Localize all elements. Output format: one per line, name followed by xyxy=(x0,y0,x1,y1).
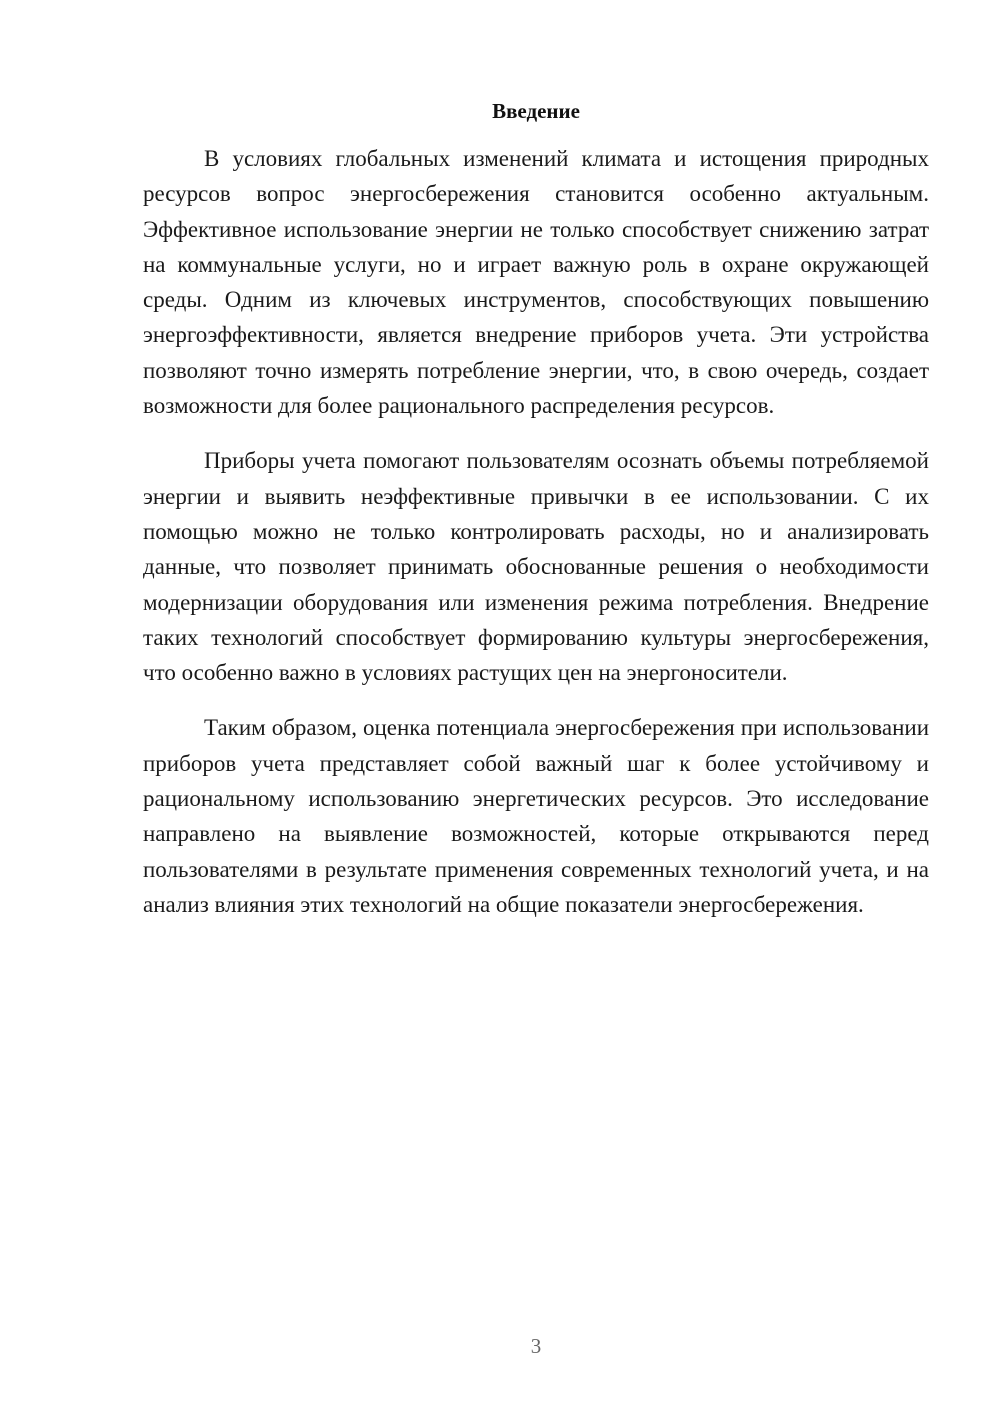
page-number: 3 xyxy=(530,1334,542,1358)
paragraph-2: Приборы учета помогают пользователям осознать объемы потребляемой энергии и выявить неэффективные привычки в ее использовании. С их помощью можно не только контролировать расходы, но и анализировать данные, что позволяет принимать обоснованные решения о необходимости модернизации оборудования или изменения режима потребления. Внедрение таких технологий способствует формированию культуры энергосбережения, что особенно важно в условиях растущих цен на энергоносители. xyxy=(143,448,929,686)
paragraph-3: Таким образом, оценка потенциала энергосбережения при использовании приборов учета представляет собой важный шаг к более устойчивому и рациональному использованию энергетических ресурсов. Это исследование направлено на выявление возможностей, которые открываются перед пользователями в результате применения современных технологий учета, и на анализ влияния этих технологий на общие показатели энергосбережения. xyxy=(143,715,929,917)
document-body xyxy=(143,141,929,942)
paragraph-1: В условиях глобальных изменений климата и истощения природных ресурсов вопрос энергосбережения становится особенно актуальным. Эффективное использование энергии не только способствует снижению затрат на коммунальные услуги, но и играет важную роль в охране окружающей среды. Одним из ключевых инструментов, способствующих повышению энергоэффективности, является внедрение приборов учета. Эти устройства позволяют точно измерять потребление энергии, что, в свою очередь, создает возможности для более рационального распределения ресурсов. xyxy=(143,146,929,419)
page-title: Введение xyxy=(492,99,580,123)
